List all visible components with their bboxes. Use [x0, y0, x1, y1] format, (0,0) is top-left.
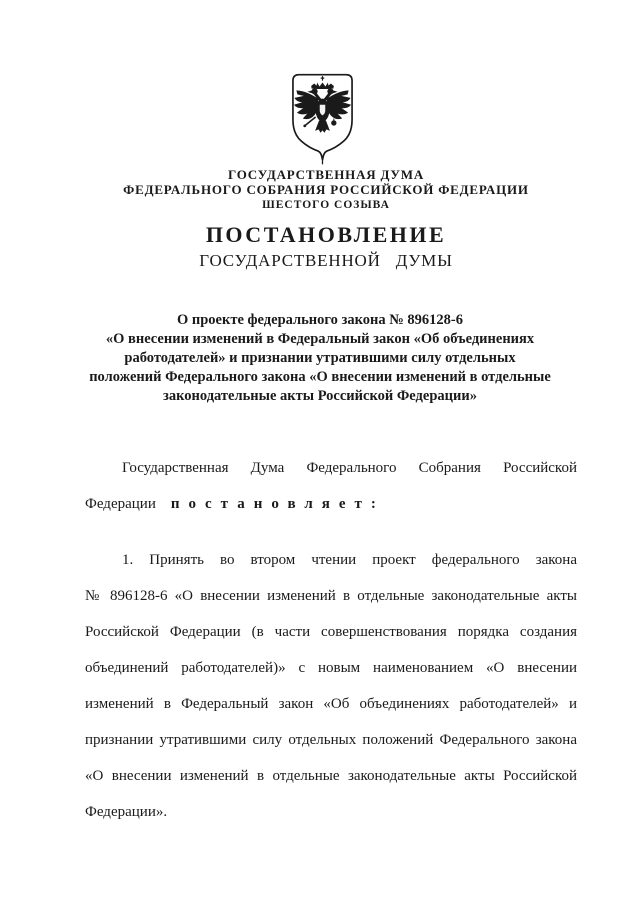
- letterhead-assembly-name: ФЕДЕРАЛЬНОГО СОБРАНИЯ РОССИЙСКОЙ ФЕДЕРАЦИИ: [123, 182, 529, 197]
- body-line: признании утратившими силу отдельных положений Федерального закона: [85, 732, 577, 748]
- body-line: «О внесении изменений в отдельные законодательные акты Российской: [85, 768, 577, 784]
- document-type-title: ПОСТАНОВЛЕНИЕ: [205, 222, 447, 247]
- subject-block: [60, 311, 580, 406]
- letterhead-org-name: ГОСУДАРСТВЕННАЯ ДУМА: [227, 167, 425, 182]
- letterhead: [6, 167, 640, 213]
- subject-line: «О внесении изменений в Федеральный закон «Об объединениях: [105, 331, 535, 347]
- body-line: объединений работодателей)» с новым наименованием «О внесении: [85, 660, 577, 676]
- subject-line: О проекте федерального закона № 896128-6: [176, 312, 464, 328]
- decree-verb: постановляет:: [170, 496, 385, 512]
- body-line: изменений в Федеральный закон «Об объединениях работодателей» и: [85, 696, 577, 712]
- body-line: Государственная Дума Федерального Собрания Российской: [122, 460, 577, 476]
- enacting-subject-word: Федерации: [85, 496, 156, 512]
- body-line: Российской Федерации (в части совершенствования порядка создания: [85, 624, 577, 640]
- subject-line: работодателей» и признании утратившими силу отдельных: [124, 350, 516, 366]
- body-line: № 896128-6 «О внесении изменений в отдельные законодательные акты: [85, 588, 577, 604]
- subject-line: положений Федерального закона «О внесении изменений в отдельные: [89, 369, 551, 385]
- subject-line: законодательные акты Российской Федерации»: [163, 388, 477, 404]
- body-line: [85, 486, 577, 522]
- letterhead-convocation: ШЕСТОГО СОЗЫВА: [262, 199, 390, 211]
- resolution-item-1-paragraph: [85, 542, 577, 830]
- enacting-clause-paragraph: [85, 450, 577, 522]
- body-line: Федерации».: [85, 804, 168, 820]
- body-line: 1. Принять во втором чтении проект федерального закона: [122, 552, 577, 568]
- double-headed-eagle-coat-of-arms-icon: [289, 72, 356, 166]
- document-issuer-title: ГОСУДАРСТВЕННОЙ ДУМЫ: [199, 251, 453, 270]
